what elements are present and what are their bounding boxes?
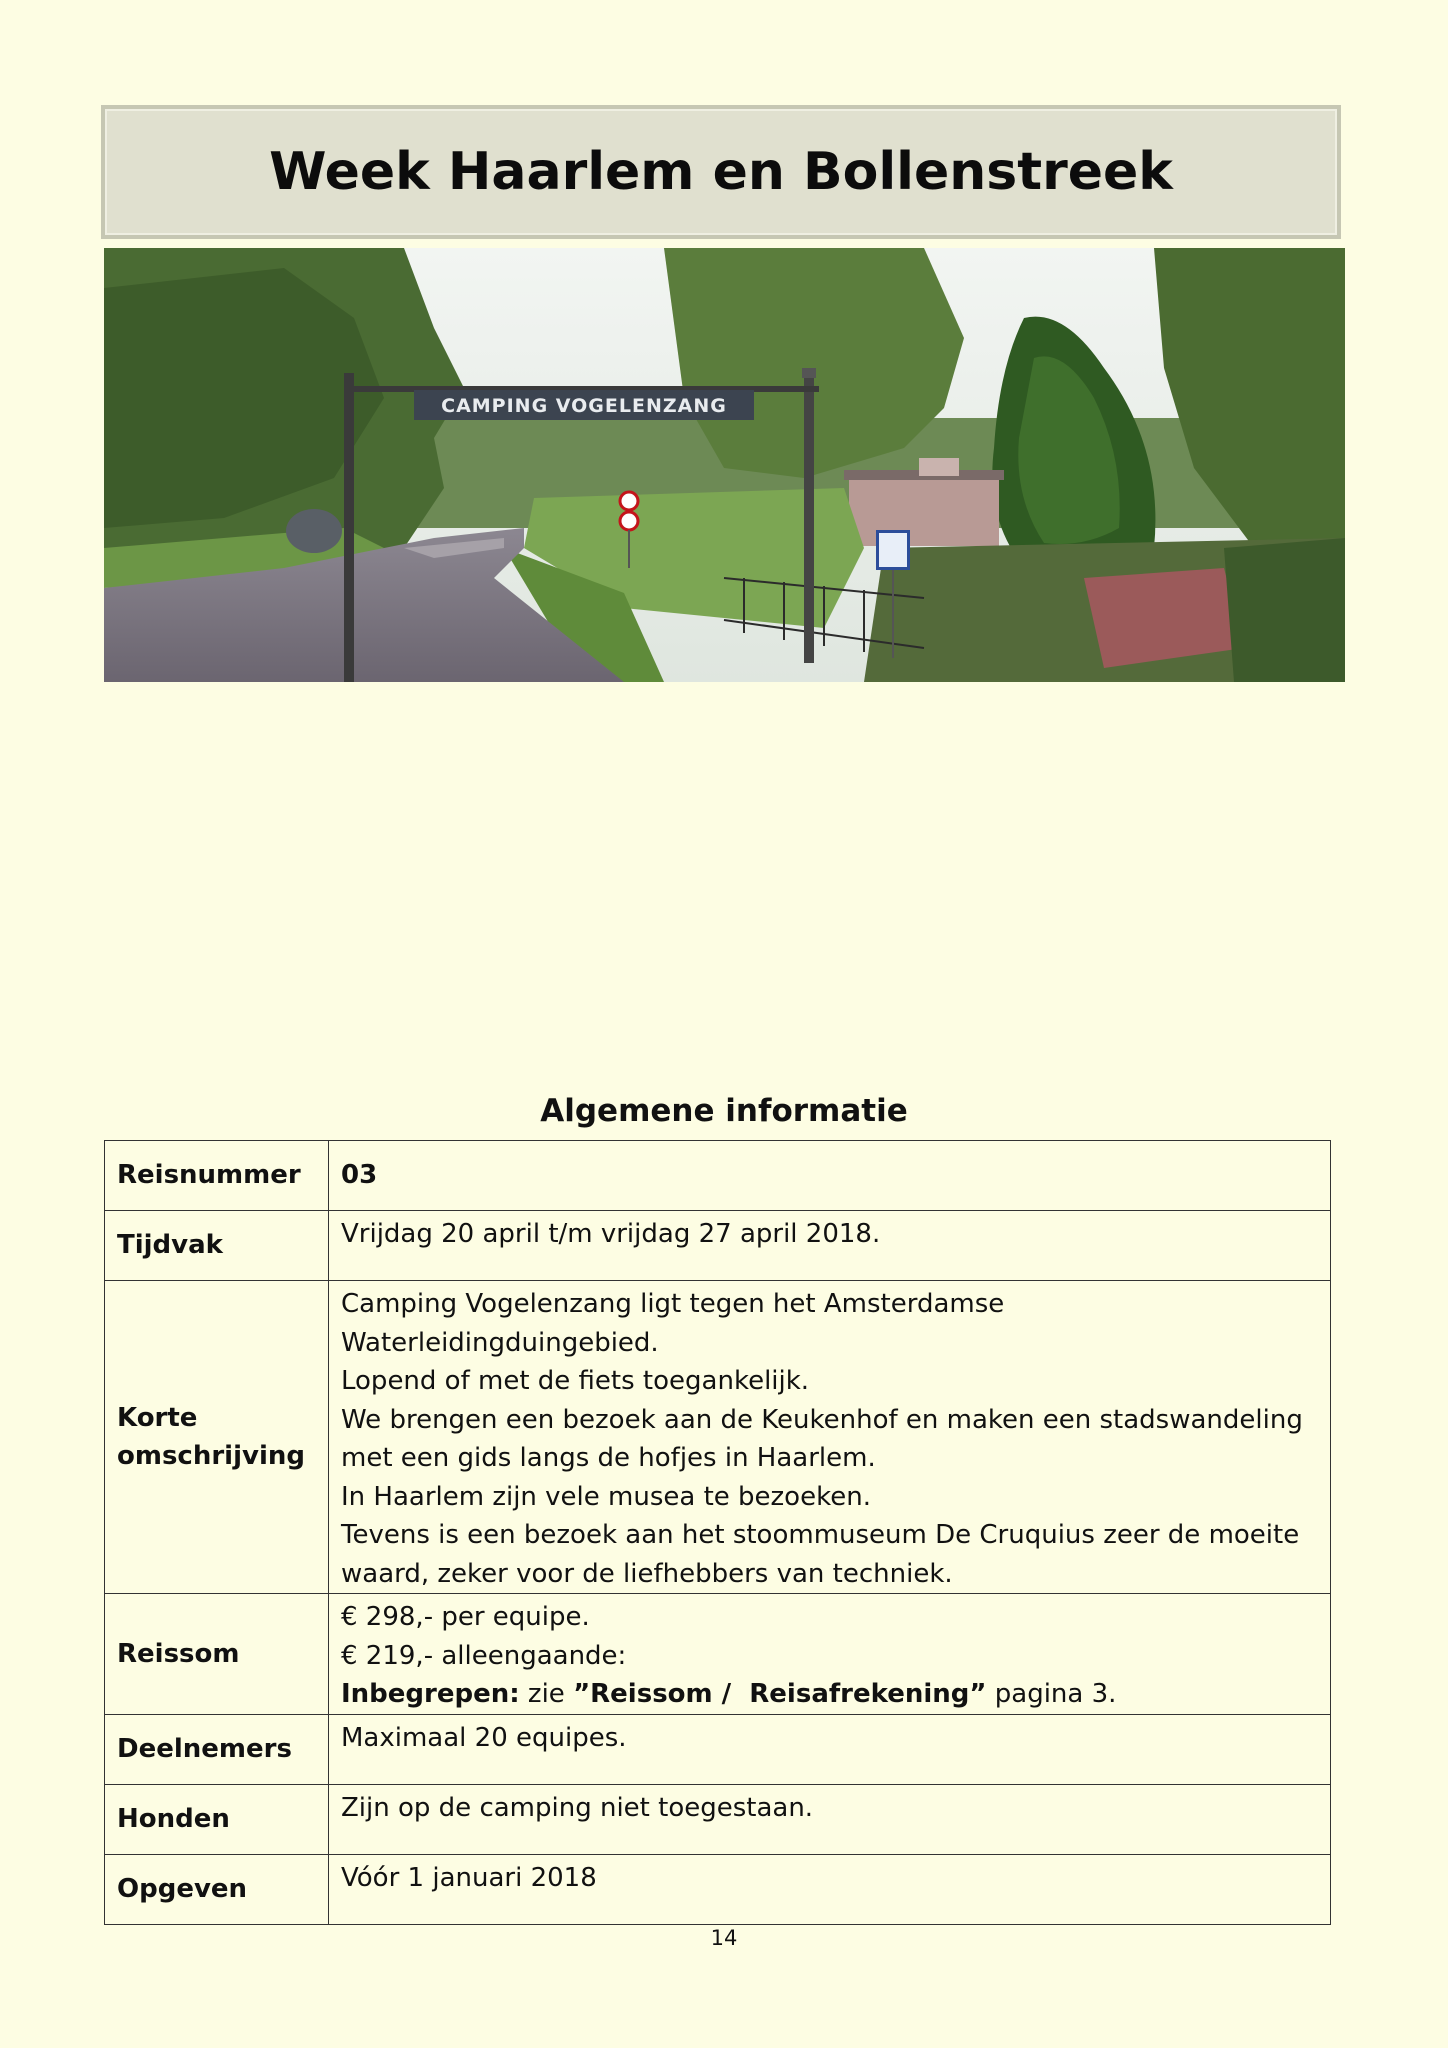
price-line: € 298,- per equipe. bbox=[341, 1602, 590, 1632]
table-row bbox=[105, 1281, 1331, 1594]
row-label-line: Korte bbox=[117, 1402, 198, 1433]
description-line: In Haarlem zijn vele musea te bezoeken. bbox=[341, 1481, 871, 1512]
campsite-entrance-photo bbox=[104, 248, 1345, 682]
description-value bbox=[329, 1281, 1331, 1594]
row-label: Opgeven bbox=[105, 1854, 329, 1924]
table-row bbox=[105, 1594, 1331, 1715]
description-line: met een gids langs de hofjes in Haarlem. bbox=[341, 1443, 876, 1473]
included-suffix: pagina 3. bbox=[994, 1679, 1117, 1709]
description-line: We brengen een bezoek aan de Keukenhof en maken een stadswandeling bbox=[341, 1404, 1303, 1435]
row-label bbox=[105, 1281, 329, 1594]
description-line: Tevens is een bezoek aan het stoommuseum De Cruquius zeer de moeite bbox=[341, 1520, 1300, 1550]
dogs-value: Zijn op de camping niet toegestaan. bbox=[329, 1784, 1331, 1854]
row-label-line: omschrijving bbox=[117, 1441, 305, 1471]
row-label: Honden bbox=[105, 1784, 329, 1854]
included-prefix: zie bbox=[527, 1679, 565, 1709]
price-line: € 219,- alleengaande: bbox=[341, 1640, 627, 1671]
page-title: Week Haarlem en Bollenstreek bbox=[269, 142, 1173, 202]
price-value bbox=[329, 1594, 1331, 1715]
row-label: Deelnemers bbox=[105, 1714, 329, 1784]
row-label: Tijdvak bbox=[105, 1211, 329, 1281]
general-info-table bbox=[104, 1140, 1331, 1925]
included-line bbox=[341, 1675, 1318, 1714]
section-title: Algemene informatie bbox=[540, 1093, 908, 1129]
row-label: Reissom bbox=[105, 1594, 329, 1715]
camping-sign-text: CAMPING VOGELENZANG bbox=[441, 395, 727, 417]
page-number: 14 bbox=[710, 1926, 738, 1950]
included-reference: ”Reissom / Reisafrekening” bbox=[573, 1679, 987, 1709]
title-box bbox=[101, 105, 1341, 239]
description-line: waard, zeker voor de liefhebbers van techniek. bbox=[341, 1558, 953, 1589]
table-row bbox=[105, 1784, 1331, 1854]
row-label: Reisnummer bbox=[105, 1141, 329, 1211]
description-line: Camping Vogelenzang ligt tegen het Amsterdamse Waterleidingduingebied. bbox=[341, 1289, 1005, 1358]
description-line: Lopend of met de fiets toegankelijk. bbox=[341, 1366, 810, 1396]
trip-number-value: 03 bbox=[329, 1141, 1331, 1211]
included-label: Inbegrepen: bbox=[341, 1679, 520, 1709]
register-value: Vóór 1 januari 2018 bbox=[329, 1854, 1331, 1924]
table-row bbox=[105, 1854, 1331, 1924]
table-row bbox=[105, 1211, 1331, 1281]
table-row bbox=[105, 1141, 1331, 1211]
participants-value: Maximaal 20 equipes. bbox=[329, 1714, 1331, 1784]
table-row bbox=[105, 1714, 1331, 1784]
period-value: Vrijdag 20 april t/m vrijdag 27 april 2018. bbox=[329, 1211, 1331, 1281]
